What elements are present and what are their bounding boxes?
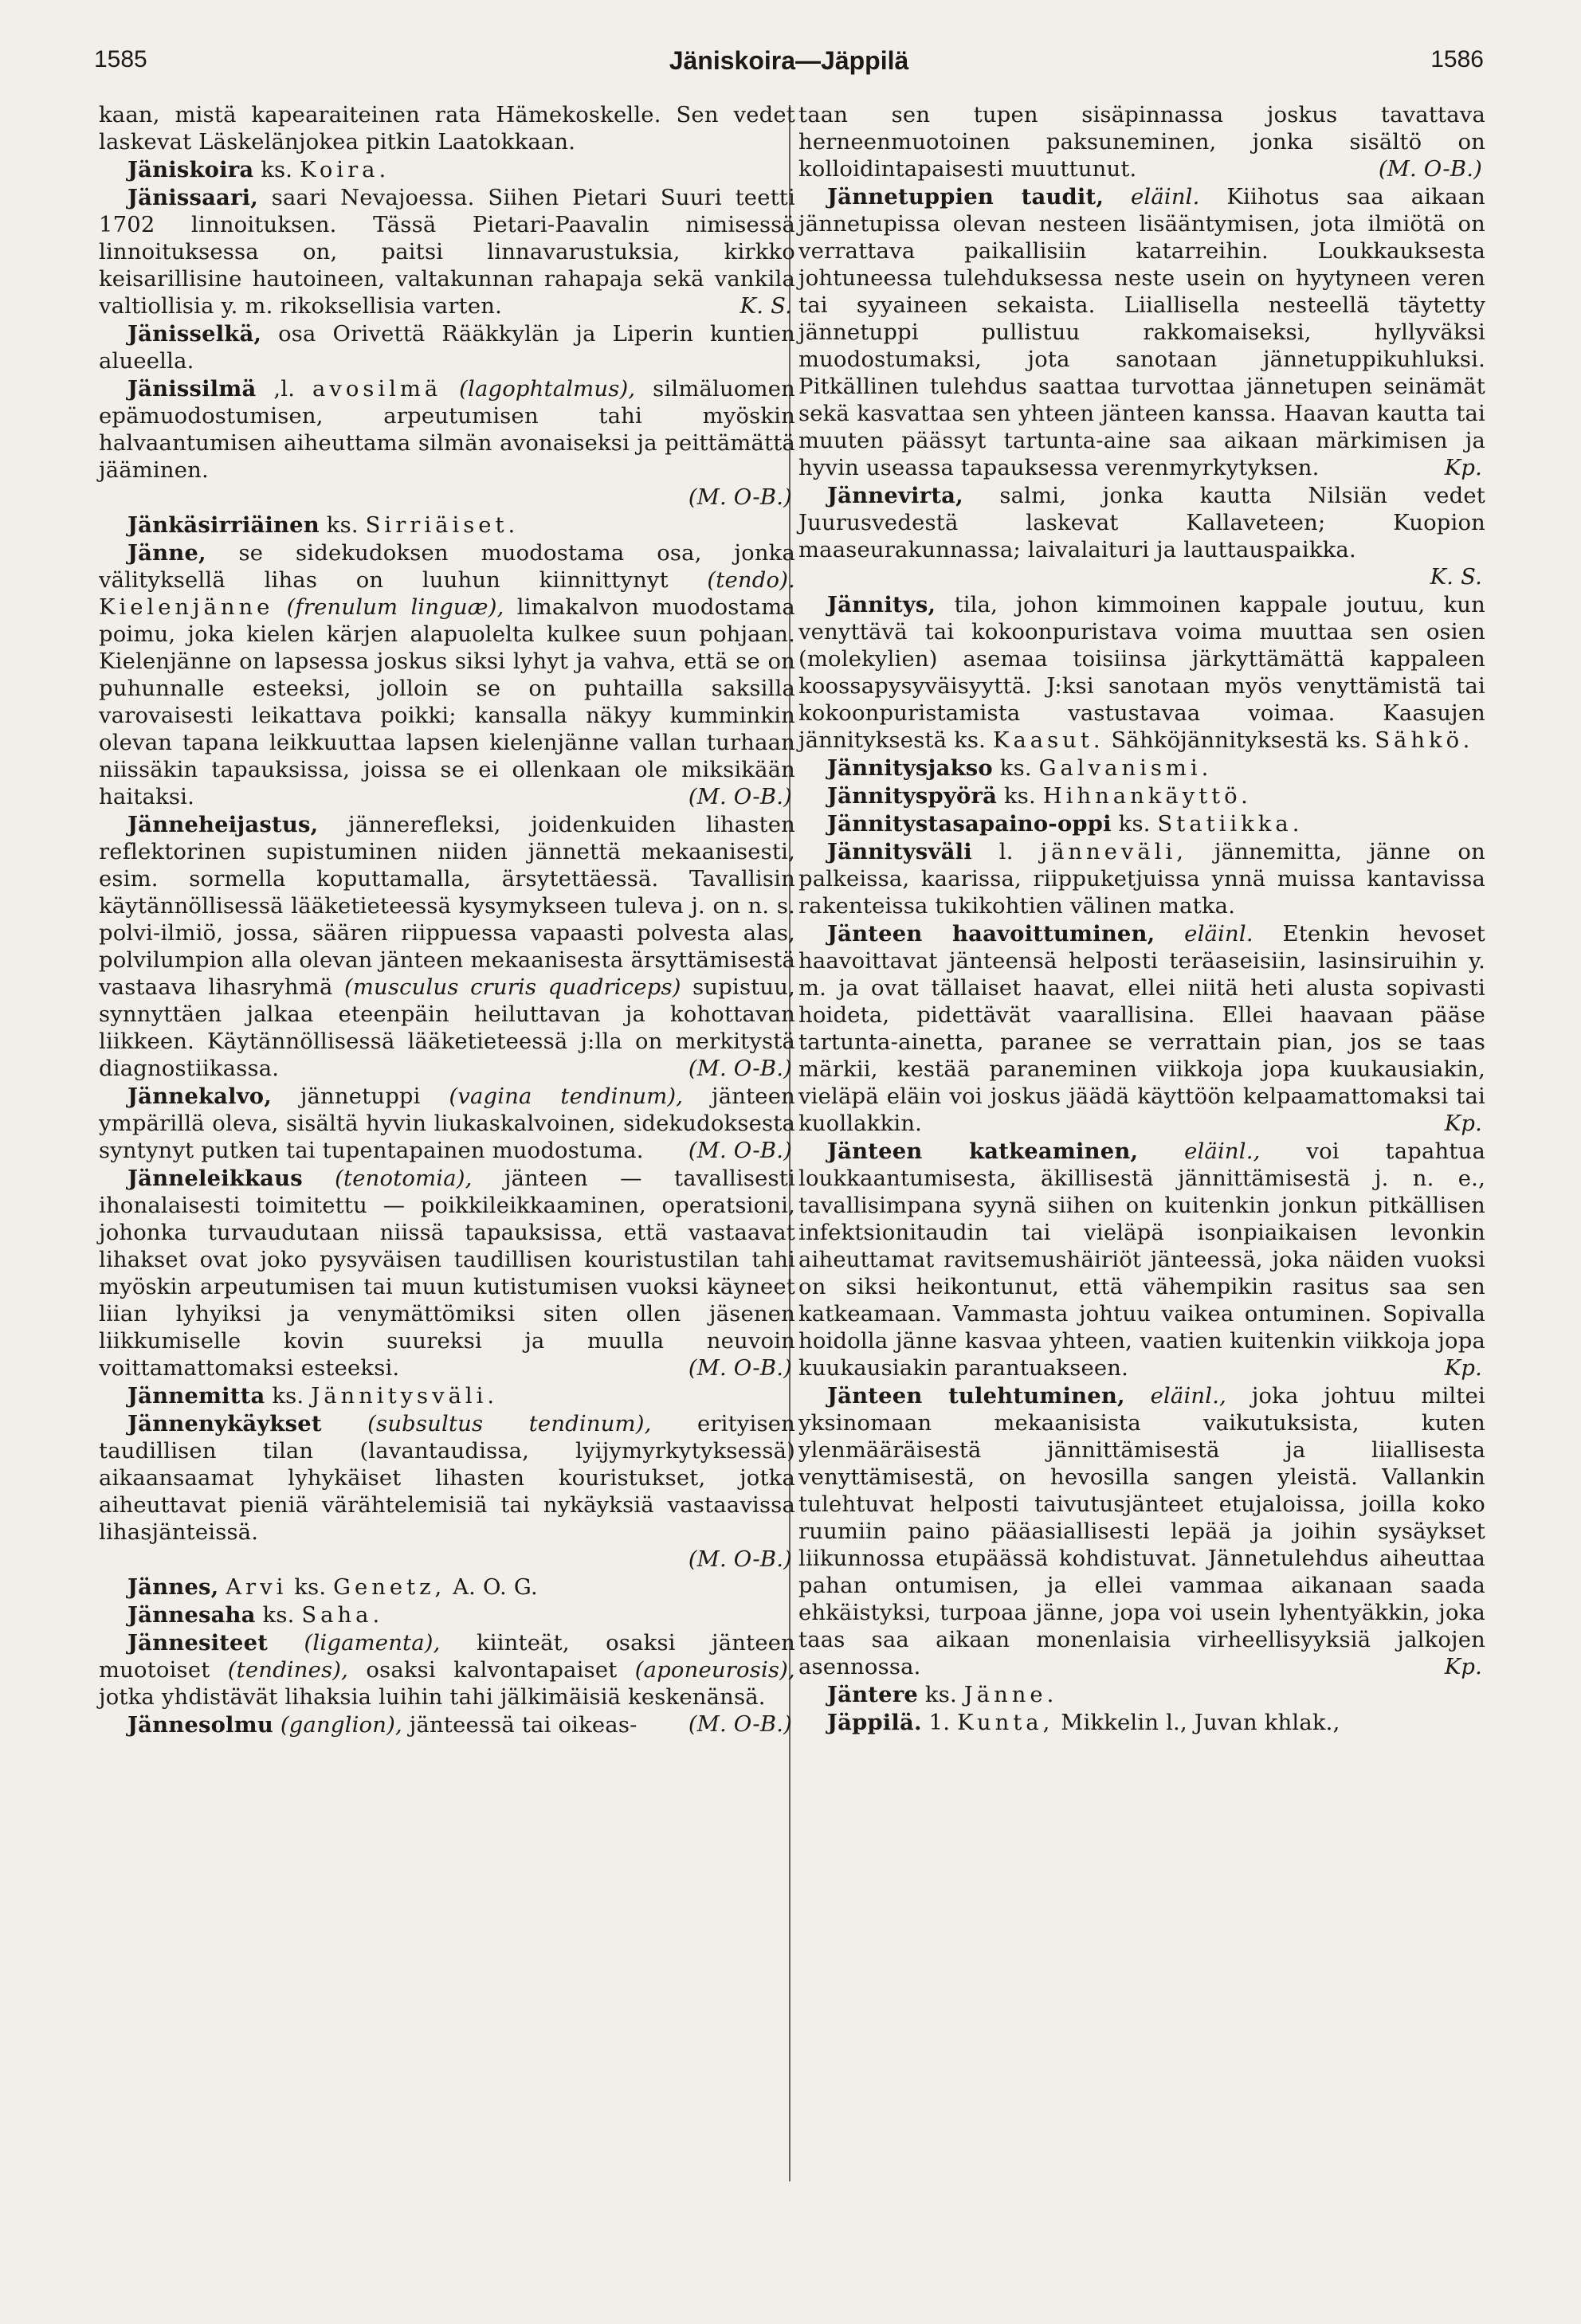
entry [798, 920, 1485, 1138]
cross-reference: Koira. [300, 158, 390, 182]
italic-term: (subsultus tendinum), [367, 1412, 652, 1436]
spaced-term: Arvi [226, 1575, 288, 1600]
headword: Jännes, [128, 1574, 219, 1600]
entry-text: l. [998, 840, 1014, 864]
entry [798, 1681, 1485, 1709]
entry-text: ks. [262, 1603, 295, 1628]
entry [798, 782, 1485, 810]
entry [99, 184, 795, 320]
entry [798, 810, 1485, 838]
headword: Jännesolmu [128, 1712, 273, 1738]
headword: Jännemitta [128, 1383, 265, 1409]
entry-text: jänteessä tai oikeas- [409, 1713, 638, 1738]
entry [99, 1410, 795, 1574]
entry-text: osaksi kalvontapaiset [366, 1658, 618, 1683]
entry-text: ks. [999, 756, 1032, 781]
headword: Jännenykäykset [128, 1411, 322, 1436]
entry-text: supistuu, synnyttäen jalkaa eteenpäin heiluttavan ja kohottavan liikkeen. Käytännöllisessä lääketieteessä j:lla on merkitystä diagnostiikassa. [99, 975, 795, 1081]
spaced-term: Kunta, [957, 1711, 1054, 1735]
entry-text: ks. [1003, 784, 1036, 809]
entry-text: salmi, jonka kautta Nilsiän vedet Juurusvedestä laskevat Kallaveteen; Kuopion maaseurakunnassa; laivalaituri ja lauttauspaikka. [798, 484, 1485, 562]
italic-term: (musculus cruris quadriceps) [343, 975, 681, 1000]
entry-text: jänteen ympärillä oleva, sisältä hyvin liukaskalvoinen, sidekudoksesta syntynyt putken tai tupentapainen muodostuma. [99, 1084, 795, 1163]
headword: Jänissaari, [128, 185, 258, 210]
entry-text: Etenkin hevoset haavoittavat jänteensä helposti teräaseisiin, lasinsiruihin y. m. ja ovat tällaiset haavat, ellei niitä heti alusta sopivasti hoideta, pidettävät vaarallisina. Ellei haavaan pääse tartunta-ainetta, paranee se verrattain pian, jos se taas märkii, kestää paraneminen viikkoja jopa kuukausiakin, vieläpä eläin voi joskus jäädä käyttöön kelpaamattomaksi tai kuollakkin. [798, 922, 1485, 1136]
cross-reference: Saha. [301, 1603, 384, 1628]
italic-term: eläinl. [1184, 922, 1253, 946]
cross-reference: Jänne. [963, 1683, 1058, 1707]
entry-text: ks. [1118, 812, 1151, 837]
signature-line [798, 564, 1485, 591]
headword: Jäniskoira [128, 157, 254, 182]
entry [99, 375, 795, 511]
headword: Jänkäsirriäinen [128, 512, 320, 538]
headword: Jännitystasapaino-oppi [827, 811, 1112, 837]
headword: Jännekalvo, [128, 1084, 273, 1109]
cross-reference: Sähkö. [1375, 728, 1474, 753]
entry-continuation [99, 102, 795, 156]
cross-reference: Galvanismi. [1038, 756, 1213, 781]
right-column [798, 102, 1485, 1737]
headword: Jännevirta, [827, 483, 963, 508]
entry [99, 1165, 795, 1382]
entry [99, 1574, 795, 1601]
entry-text: ks. [326, 513, 359, 538]
italic-term: (vagina tendinum), [449, 1084, 684, 1109]
italic-term: (lagophtalmus), [459, 377, 636, 402]
italic-term: eläinl., [1184, 1139, 1261, 1164]
entry [99, 1601, 795, 1629]
author-signature: (M. O-B.) [688, 1138, 792, 1163]
entry [798, 482, 1485, 591]
entry [798, 1138, 1485, 1382]
italic-term: eläinl., [1150, 1384, 1227, 1409]
page-header [94, 46, 1484, 86]
entry [798, 183, 1485, 482]
headword: Jännitysväli [827, 839, 972, 864]
author-signature: Kp. [1444, 456, 1482, 480]
author-signature: K. S. [1430, 565, 1482, 590]
entry-text: osa Orivettä Rääkkylän ja Liperin kuntien alueella. [99, 322, 795, 374]
entry [798, 754, 1485, 782]
page-number-right: 1586 [1430, 46, 1484, 73]
headword: Jännesaha [128, 1602, 256, 1628]
entry-text: limakalvon muodostama poimu, joka kielen kärjen alapuolelta kulkee suun pohjaan. Kielenjänne on lapsessa joskus siksi lyhyt ja vahva, että se on puhunnalle esteeksi, jolloin se on puhtailla saksilla varovaisesti leikattava poikki; kansalla näkyy kumminkin olevan tapana leikkuuttaa lapsen kielenjänne vallan turhaan niissäkin tapauksissa, joissa se ei ollenkaan ole miksikään haitaksi. [99, 595, 795, 809]
headword: Jännityspyörä [827, 783, 998, 809]
running-title: Jäniskoira—Jäppilä [669, 46, 909, 75]
entry-text: ks. [294, 1575, 327, 1600]
cross-reference: Jännitysväli. [311, 1384, 499, 1409]
entry-text: kaan, mistä kapearaiteinen rata Hämekoskelle. Sen vedet laskevat Läskelänjokea pitkin Laatokkaan. [99, 103, 795, 155]
left-column [99, 102, 795, 1739]
entry-text: ,l. [273, 377, 296, 402]
author-signature: Kp. [1444, 1356, 1482, 1381]
page-number-left: 1585 [94, 46, 147, 73]
entry [99, 1083, 795, 1165]
entry-text: 1. [928, 1711, 951, 1735]
entry-text: A. O. G. [453, 1575, 538, 1600]
headword: Jänne, [128, 540, 206, 566]
headword: Jännitysjakso [827, 755, 993, 781]
entry [99, 539, 795, 811]
headword: Jänneheijastus, [128, 812, 319, 837]
headword: Jänteen katkeaminen, [827, 1138, 1139, 1164]
entry-text: jännetuppi [300, 1084, 421, 1109]
entry-text: jännemitta, jänne on palkeissa, kaarissa, riippuketjuissa ynnä muissa kantavissa rakenteissa tukikohtien välinen matka. [798, 840, 1485, 919]
entry-text: erityisen taudillisen tilan (lavantaudissa, lyijymyrkytyksessä) aikaansaamat lyhykäiset lihasten kouristukset, jotka aiheuttavat pieniä värähtelemisiä tai nykäyksiä vastaavissa lihasjänteissä. [99, 1412, 795, 1545]
cross-reference: Kaasut. [993, 728, 1104, 753]
headword: Jänissilmä [128, 376, 257, 402]
entry-text: taan sen tupen sisäpinnassa joskus tavattava herneenmuotoinen paksuneminen, jonka sisältö on kolloidintapaisesti muuttunut. [798, 103, 1485, 182]
entry [99, 320, 795, 375]
entry [99, 1382, 795, 1410]
italic-term: (frenulum linguæ), [286, 595, 504, 620]
entry-text: kiinteät, osaksi jänteen muotoiset [99, 1631, 795, 1683]
italic-term: eläinl. [1130, 185, 1200, 210]
headword: Jänneleikkaus [128, 1166, 303, 1191]
entry-text: joka johtuu miltei yksinomaan mekaanisista vaikutuksista, kuten ylenmääräisestä jännittämisestä ja liiallisesta venyttämisestä, on hevosilla sangen yleistä. Vallankin tulehtuvat helposti taivutusjänteet etujaloissa, joilla koko ruumiin paino pääasiallisesti lepää ja joihin sysäykset liikunnossa etupäässä kohdistuvat. Jännetulehdus aiheuttaa pahan ontumisen, ja ellei vammaa aikanaan saada ehkäistyksi, turpoaa jänne, jopa voi usein lyhentyäkkin, joka taas saa aikaan monenlaisia virheellisyyksiä jalkojen asennossa. [798, 1384, 1485, 1679]
headword: Jännesiteet [128, 1630, 269, 1656]
italic-term: (tendines), [227, 1658, 349, 1683]
entry [99, 811, 795, 1083]
author-signature: (M. O-B.) [688, 1056, 792, 1081]
signature-line [99, 1546, 795, 1574]
author-signature: Kp. [1444, 1655, 1482, 1679]
author-signature: (M. O-B.) [688, 1356, 792, 1381]
italic-term: (ligamenta), [304, 1631, 441, 1656]
cross-reference: Sirriäiset. [365, 513, 520, 538]
cross-reference: Statiikka. [1157, 812, 1304, 837]
entry-text: ks. [272, 1384, 304, 1409]
headword: Jäntere [827, 1682, 918, 1707]
entry-text: Kiihotus saa aikaan jännetupissa olevan nesteen lisääntymisen, jota ilmiötä on verrattava paikallisiin katarreihin. Loukkauksesta johtuneessa tulehduksessa neste usein on hyytyneen veren tai syyaineen sekaista. Liiallisella nesteellä täytetty jännetuppi pullistuu rakkomaiseksi, hyllyväksi muodostumaksi, jota sanotaan jännetuppikuhluksi. Pitkällinen tulehdus saattaa turvottaa jännetupen seinämät sekä kasvattaa sen yhteen jänteen kanssa. Haavan kautta tai muuten päässyt tartunta-aine saa aikaan märkimisen ja hyvin useassa tapauksessa verenmyrkytyksen. [798, 185, 1485, 480]
entry-text: Sähköjännityksestä ks. [1111, 728, 1368, 753]
entry-text: silmäluomen epämuodostumisen, arpeutumisen tahi myöskin halvaantumisen aiheuttama silmän avonaiseksi ja peittämättä jääminen. [99, 377, 795, 483]
spaced-term: jänneväli, [1040, 840, 1187, 864]
italic-term: (tenotomia), [335, 1166, 473, 1191]
headword: Jäppilä. [827, 1710, 922, 1735]
entry-text: jotka yhdistävät lihaksia luihin tahi jälkimäisiä keskenänsä. [99, 1685, 766, 1710]
spaced-term: Kielenjänne [99, 595, 274, 620]
headword: Jänteen haavoittuminen, [827, 921, 1155, 946]
headword: Jännetuppien taudit, [827, 184, 1104, 210]
entry-text: saari Nevajoessa. Siihen Pietari Suuri teetti 1702 linnoituksen. Tässä Pietari-Paavalin nimisessä linnoituksessa on, paitsi linnavarustuksia, kirkko keisarillisine hautoineen, valtakunnan rahapaja sekä vankila valtiollisia y. m. rikoksellisia varten. [99, 186, 795, 319]
entry-text: ks. [261, 158, 293, 182]
entry [99, 156, 795, 184]
headword: Jännitys, [827, 592, 936, 617]
headword: Jänteen tulehtuminen, [827, 1383, 1125, 1409]
entry [798, 591, 1485, 754]
author-signature: (M. O-B.) [688, 1547, 792, 1572]
entry [99, 511, 795, 539]
author-signature: (M. O-B.) [688, 485, 792, 510]
entry [798, 1382, 1485, 1681]
entry-text: voi tapahtua loukkaantumisesta, äkillisestä jännittämisestä j. n. e., tavallisimpana syynä siihen on kuitenkin jonkun pitkällisen infektsionitaudin tai vieläpä isonpiaikaisen levonkin aiheuttamat ravitsemushäiriöt jänteessä, joka näiden vuoksi on siksi heikontunut, että vähempikin rasitus saa sen katkeamaan. Vammasta johtuu vaikea ontuminen. Sopivalla hoidolla jänne kasvaa yhteen, vaatien kuitenkin viikkoja jopa kuukausiakin parantuakseen. [798, 1139, 1485, 1381]
headword: Jänisselkä, [128, 321, 262, 347]
signature-line [99, 484, 795, 511]
cross-reference: Genetz, [333, 1575, 446, 1600]
entry [798, 838, 1485, 920]
entry-text: Mikkelin l., Juvan khlak., [1061, 1711, 1340, 1735]
entry-text: se sidekudoksen muodostama osa, jonka välityksellä lihas on luuhun kiinnittynyt [99, 541, 795, 593]
italic-term: (aponeurosis), [634, 1658, 795, 1683]
spaced-term: avosilmä [312, 377, 442, 402]
author-signature: (M. O-B.) [688, 1712, 792, 1737]
entry-text: tila, johon kimmoinen kappale joutuu, kun venyttävä tai kokoonpuristava voima muuttaa sen osien (molekylien) asemaa toisiinsa järkyttämättä kappaleen koossapysyväisyyttä. J:ksi sanotaan myös venyttämistä tai kokoonpuristamista vastustavaa voimaa. Kaasujen jännityksestä ks. [798, 593, 1485, 753]
author-signature: K. S. [740, 294, 792, 319]
italic-term: (tendo). [707, 568, 795, 593]
entry-text: ks. [924, 1683, 957, 1707]
author-signature: (M. O-B.) [688, 785, 792, 809]
entry [798, 1709, 1485, 1737]
author-signature: Kp. [1444, 1111, 1482, 1136]
cross-reference: Hihnankäyttö. [1042, 784, 1252, 809]
italic-term: (ganglion), [280, 1713, 402, 1738]
author-signature: (M. O-B.) [1378, 157, 1482, 182]
entry-text: jänteen — tavallisesti ihonalaisesti toimitettu — poikkileikkaaminen, operatsioni, johonka turvaudutaan niissä tapauksissa, että vastaavat lihakset ovat joko pysyväisen taudillisen kouristustilan tahi myöskin arpeutumisen tai muun kutistumisen vuoksi käyneet liian lyhyiksi ja venymättömiksi siten ollen jäsenen liikkumiselle kovin suureksi ja muulla neuvoin voittamattomaksi esteeksi. [99, 1166, 795, 1381]
entry-text: jännerefleksi, joidenkuiden lihasten reflektorinen supistuminen niiden jännettä mekaanisesti, esim. sormella koputtamalla, ärsytettäessä. Tavallisin käytännöllisessä lääketieteessä kysymykseen tuleva j. on n. s. polvi-ilmiö, jossa, säären riippuessa vapaasti polvesta alas, polvilumpion alla olevan jänteen mekaanisesta ärsyttämisestä vastaava lihasryhmä [99, 813, 795, 1000]
entry-continuation [798, 102, 1485, 183]
